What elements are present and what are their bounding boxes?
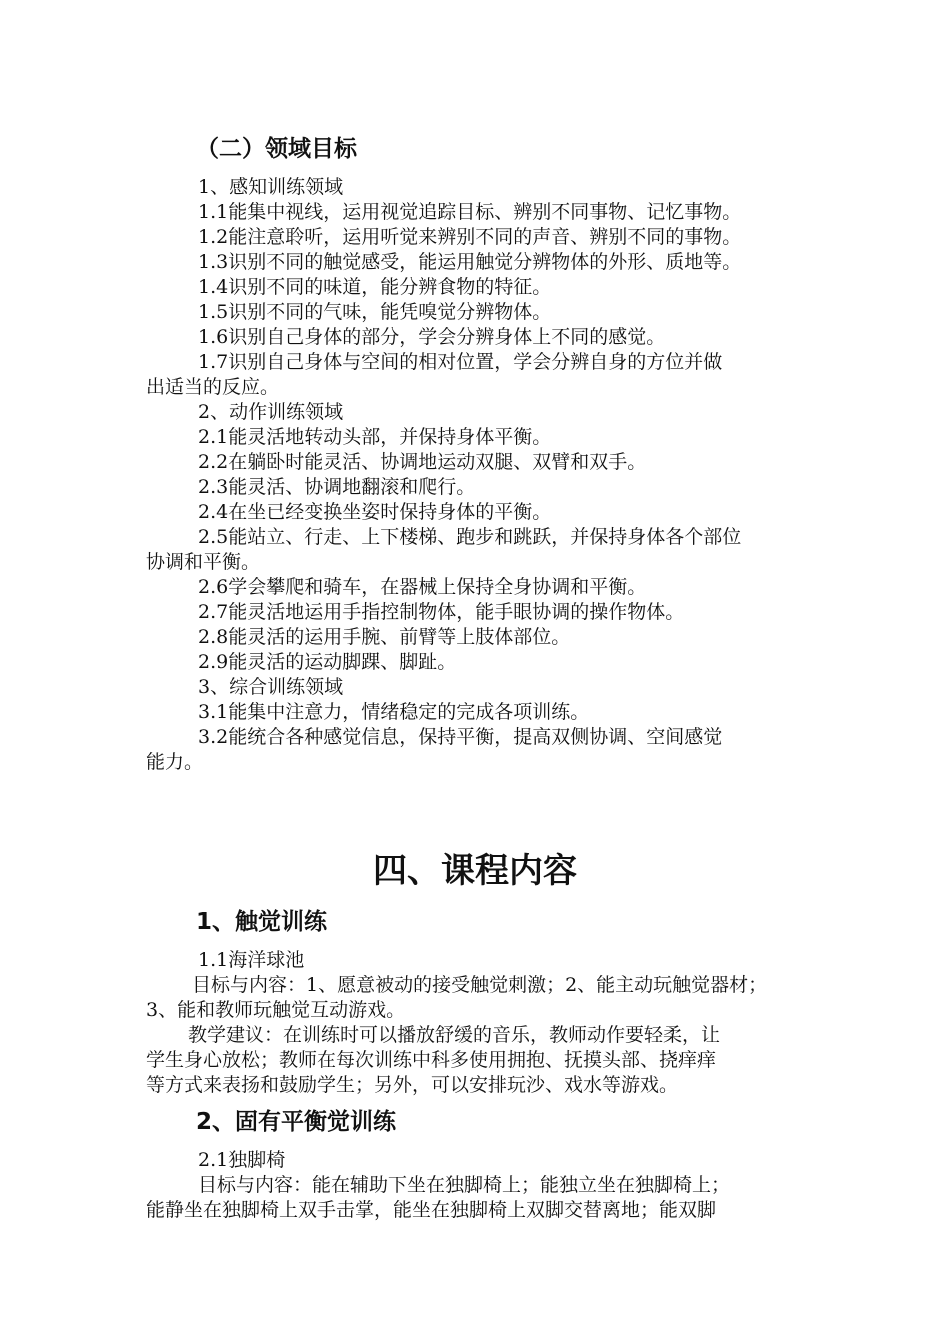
goal-line: 2、动作训练领域 [198,401,344,423]
balance-training-heading: 2、固有平衡觉训练 [196,1109,397,1135]
goal-line: 2.7能灵活地运用手指控制物体，能手眼协调的操作物体。 [198,601,685,623]
goal-line: 3、综合训练领域 [198,676,344,698]
course-line: 教学建议：在训练时可以播放舒缓的音乐，教师动作要轻柔，让 [188,1024,721,1046]
goal-line: 1.4识别不同的味道，能分辨食物的特征。 [198,276,552,298]
goal-line: 2.9能灵活的运动脚踝、脚趾。 [198,651,457,673]
goal-line: 1.3识别不同的触觉感受，能运用触觉分辨物体的外形、质地等。 [198,251,742,273]
course-line: 1.1海洋球池 [198,949,305,971]
goal-line: 1.5识别不同的气味，能凭嗅觉分辨物体。 [198,301,552,323]
goal-line: 协调和平衡。 [146,551,261,573]
course-line: 目标与内容：1、愿意被动的接受触觉刺激；2、能主动玩触觉器材； [192,974,768,996]
goal-line: 1.1能集中视线，运用视觉追踪目标、辨别不同事物、记忆事物。 [198,201,742,223]
goal-line: 能力。 [146,751,204,773]
course-line: 3、能和教师玩触觉互动游戏。 [146,999,406,1021]
course-line: 目标与内容：能在辅助下坐在独脚椅上；能独立坐在独脚椅上； [198,1174,731,1196]
goal-line: 2.6学会攀爬和骑车，在器械上保持全身协调和平衡。 [198,576,647,598]
goal-line: 2.1能灵活地转动头部，并保持身体平衡。 [198,426,552,448]
tactile-training-heading: 1、触觉训练 [196,909,328,935]
course-line: 2.1独脚椅 [198,1149,286,1171]
domain-goals-heading: （二）领域目标 [196,136,357,162]
goal-line: 3.1能集中注意力，情绪稳定的完成各项训练。 [198,701,590,723]
goal-line: 1.6识别自己身体的部分，学会分辨身体上不同的感觉。 [198,326,666,348]
goal-line: 2.3能灵活、协调地翻滚和爬行。 [198,476,476,498]
course-line: 等方式来表扬和鼓励学生；另外，可以安排玩沙、戏水等游戏。 [146,1074,679,1096]
goal-line: 出适当的反应。 [146,376,280,398]
goal-line: 2.4在坐已经变换坐姿时保持身体的平衡。 [198,501,552,523]
goal-line: 1.2能注意聆听，运用听觉来辨别不同的声音、辨别不同的事物。 [198,226,742,248]
chapter-title: 四、课程内容 [373,851,577,891]
goal-line: 2.2在躺卧时能灵活、协调地运动双腿、双臂和双手。 [198,451,647,473]
goal-line: 2.5能站立、行走、上下楼梯、跑步和跳跃，并保持身体各个部位 [198,526,742,548]
goal-line: 3.2能统合各种感觉信息，保持平衡，提高双侧协调、空间感觉 [198,726,723,748]
goal-line: 2.8能灵活的运用手腕、前臂等上肢体部位。 [198,626,571,648]
course-line: 学生身心放松；教师在每次训练中科多使用拥抱、抚摸头部、挠痒痒 [146,1049,717,1071]
goal-line: 1.7识别自己身体与空间的相对位置，学会分辨自身的方位并做 [198,351,723,373]
goal-line: 1、感知训练领域 [198,176,344,198]
course-line: 能静坐在独脚椅上双手击掌，能坐在独脚椅上双脚交替离地；能双脚 [146,1199,717,1221]
